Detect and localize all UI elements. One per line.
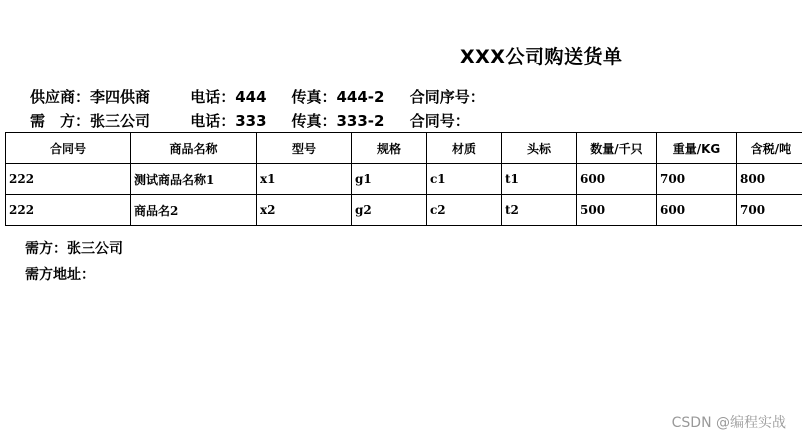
cell-material: c2: [427, 195, 502, 226]
cell-model: x2: [257, 195, 352, 226]
cell-head-mark: t2: [502, 195, 577, 226]
table-row: [6, 195, 802, 226]
table-row: [6, 164, 802, 195]
buyer-phone: 电话：333: [190, 112, 267, 130]
cell-quantity: 600: [577, 164, 657, 195]
footer-buyer-address: 需方地址：: [25, 267, 95, 283]
contract-number: 合同号：: [409, 112, 470, 130]
buyer-name: 需 方：张三公司: [30, 112, 151, 130]
header-product-name: 商品名称: [131, 133, 257, 164]
cell-spec: g1: [352, 164, 427, 195]
cell-spec: g2: [352, 195, 427, 226]
document-title: XXX公司购送货单: [460, 46, 623, 68]
cell-weight: 700: [657, 164, 737, 195]
cell-tax-per-ton: 700: [737, 195, 802, 226]
buyer-info-line: [30, 110, 470, 131]
header-spec: 规格: [352, 133, 427, 164]
header-tax-per-ton: 含税/吨: [737, 133, 802, 164]
cell-model: x1: [257, 164, 352, 195]
header-contract-no: 合同号: [6, 133, 131, 164]
contract-serial: 合同序号：: [409, 88, 485, 106]
header-head-mark: 头标: [502, 133, 577, 164]
cell-material: c1: [427, 164, 502, 195]
table-header-row: [6, 133, 802, 164]
supplier-info-line: [30, 86, 485, 107]
header-quantity: 数量/千只: [577, 133, 657, 164]
cell-contract-no: 222: [6, 195, 131, 226]
header-material: 材质: [427, 133, 502, 164]
source-watermark: CSDN @编程实战: [671, 415, 786, 431]
cell-product-name: 测试商品名称1: [131, 164, 257, 195]
cell-weight: 600: [657, 195, 737, 226]
goods-table: [5, 132, 802, 226]
cell-head-mark: t1: [502, 164, 577, 195]
cell-product-name: 商品名2: [131, 195, 257, 226]
header-model: 型号: [257, 133, 352, 164]
header-weight: 重量/KG: [657, 133, 737, 164]
cell-contract-no: 222: [6, 164, 131, 195]
supplier-name: 供应商：李四供商: [30, 88, 151, 106]
cell-tax-per-ton: 800: [737, 164, 802, 195]
supplier-phone: 电话：444: [190, 88, 267, 106]
supplier-fax: 传真：444-2: [291, 88, 385, 106]
cell-quantity: 500: [577, 195, 657, 226]
footer-buyer: 需方：张三公司: [25, 241, 123, 257]
buyer-fax: 传真：333-2: [291, 112, 385, 130]
